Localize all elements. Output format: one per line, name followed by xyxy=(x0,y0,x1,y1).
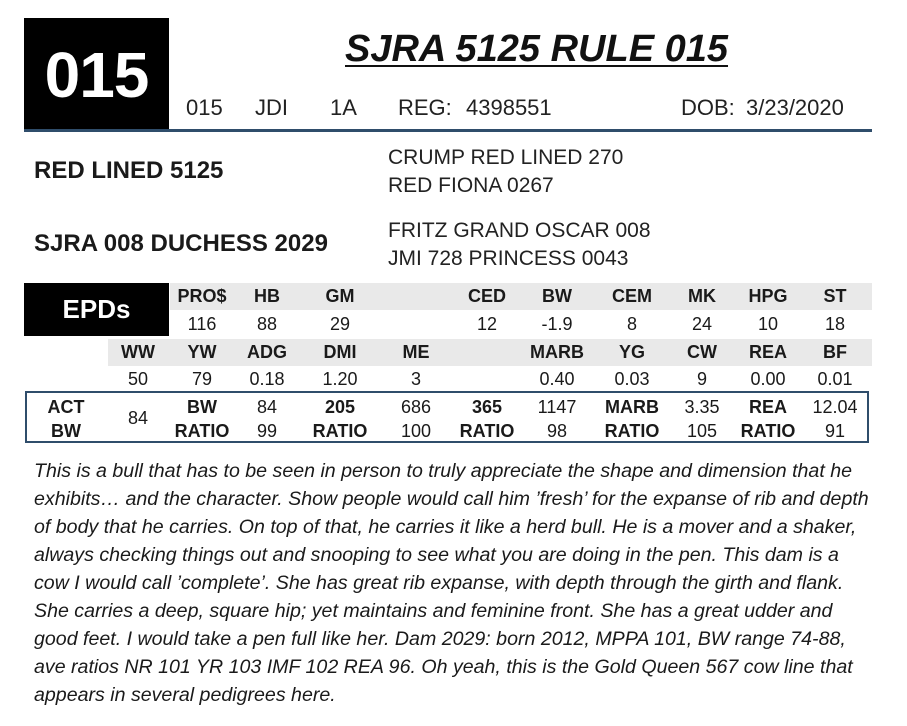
sire-name: RED LINED 5125 xyxy=(34,157,224,184)
epd-value: 8 xyxy=(626,314,637,334)
epd-value: 1.20 xyxy=(322,369,358,389)
epd-header: CED xyxy=(467,286,506,306)
epd-value: 3 xyxy=(410,369,421,389)
actual-value: 1147 xyxy=(537,397,577,417)
actual-value: 84 xyxy=(256,397,278,417)
epd-header: ADG xyxy=(247,342,287,362)
epd-header: MK xyxy=(688,286,716,306)
lot-number-box xyxy=(24,18,169,132)
epd-header: BF xyxy=(823,342,847,362)
actual-label: 365 xyxy=(471,397,503,417)
epd-value: 12 xyxy=(476,314,498,334)
epd-value: 50 xyxy=(127,369,149,389)
ratio-value: 99 xyxy=(256,421,278,441)
epd-header: ST xyxy=(823,286,847,306)
ratio-label: RATIO xyxy=(174,421,230,441)
actual-value: 686 xyxy=(400,397,432,417)
epd-header: HB xyxy=(254,286,280,306)
sire-parents xyxy=(388,144,623,200)
dam-dam: JMI 728 PRINCESS 0043 xyxy=(388,247,629,270)
epd-value: -1.9 xyxy=(541,314,573,334)
epd-value: 29 xyxy=(329,314,351,334)
dob-label: DOB: xyxy=(681,95,735,120)
ratio-value: 91 xyxy=(824,421,846,441)
ratio-label: RATIO xyxy=(459,421,515,441)
epd-value: 10 xyxy=(757,314,779,334)
tag-number: 015 xyxy=(186,95,223,120)
epd-value: 116 xyxy=(187,314,217,334)
ratio-value: 100 xyxy=(400,421,432,441)
epd-value: 0.18 xyxy=(249,369,285,389)
epd-header: CW xyxy=(687,342,717,362)
dam-name: SJRA 008 DUCHESS 2029 xyxy=(34,230,328,257)
actual-value: 3.35 xyxy=(684,397,720,417)
dam-sire: FRITZ GRAND OSCAR 008 xyxy=(388,219,651,242)
animal-name: SJRA 5125 RULE 015 xyxy=(345,28,729,70)
epd-header: PRO$ xyxy=(177,286,227,306)
epd-value: 24 xyxy=(691,314,713,334)
epd-value: 79 xyxy=(191,369,213,389)
actual-label: BW xyxy=(187,397,217,417)
reg-number: 4398551 xyxy=(466,95,552,120)
epd-value: 0.01 xyxy=(817,369,853,389)
epd-header: MARB xyxy=(530,342,584,362)
epd-value: 88 xyxy=(256,314,278,334)
ratio-label: RATIO xyxy=(604,421,660,441)
reg-label: REG: xyxy=(398,95,452,120)
epd-value: 18 xyxy=(824,314,846,334)
epd-header: WW xyxy=(121,342,155,362)
epd-header: HPG xyxy=(748,286,788,306)
epd-header: BW xyxy=(542,286,572,306)
code: 1A xyxy=(330,95,357,120)
epd-value: 0.00 xyxy=(750,369,786,389)
epd-value: 0.03 xyxy=(614,369,650,389)
epd-header: REA xyxy=(748,342,787,362)
bw-value: 84 xyxy=(127,408,149,428)
ratio-value: 98 xyxy=(546,421,568,441)
actual-label: MARB xyxy=(605,397,659,417)
bw-label: BW xyxy=(51,421,81,441)
epds-label-box xyxy=(24,283,169,336)
ratio-label: RATIO xyxy=(740,421,796,441)
act-label: ACT xyxy=(47,397,85,417)
epd-value: 9 xyxy=(696,369,707,389)
ratio-label: RATIO xyxy=(312,421,368,441)
actual-value: 12.04 xyxy=(812,397,858,417)
header-divider xyxy=(24,129,872,132)
epd-value: 0.40 xyxy=(539,369,575,389)
sire-dam: RED FIONA 0267 xyxy=(388,174,554,197)
lot-number: 015 xyxy=(44,39,149,111)
ratio-value: 105 xyxy=(686,421,718,441)
epds-label: EPDs xyxy=(62,294,131,324)
epd-header: YW xyxy=(187,342,217,362)
epd-header: DMI xyxy=(323,342,357,362)
actual-label: 205 xyxy=(324,397,356,417)
epd-header: ME xyxy=(402,342,430,362)
dam-parents xyxy=(388,217,651,273)
sire-sire: CRUMP RED LINED 270 xyxy=(388,146,624,169)
epd-header: CEM xyxy=(612,286,652,306)
actual-label: REA xyxy=(748,397,787,417)
dob: 3/23/2020 xyxy=(746,95,844,120)
epd-header: YG xyxy=(618,342,645,362)
description-text: This is a bull that has to be seen in person to truly appreciate the shape and dimension that he exhibits… and the character. Show people would call him ’fresh’ for the expanse of rib and depth of body that he carries. On top of that, he carries it like a herd bull. He is a mover and a shaker, always checking things out and snooping to see what you are doing in the pen. This dam is a cow I would call ’complete’. She has great rib expanse, with depth through the girth and flank. She carries a deep, square hip; yet maintains and feminine front. She has a great udder and good feet. I would take a pen full like her. Dam 2029: born 2012, MPPA 101, BW range 74-88, ave ratios NR 101 YR 103 IMF 102 REA 96. Oh yeah, this is the Gold Queen 567 cow line that appears in several pedigrees here. xyxy=(34,460,869,706)
epd-header: GM xyxy=(325,286,355,306)
breeder-code: JDI xyxy=(255,95,288,120)
